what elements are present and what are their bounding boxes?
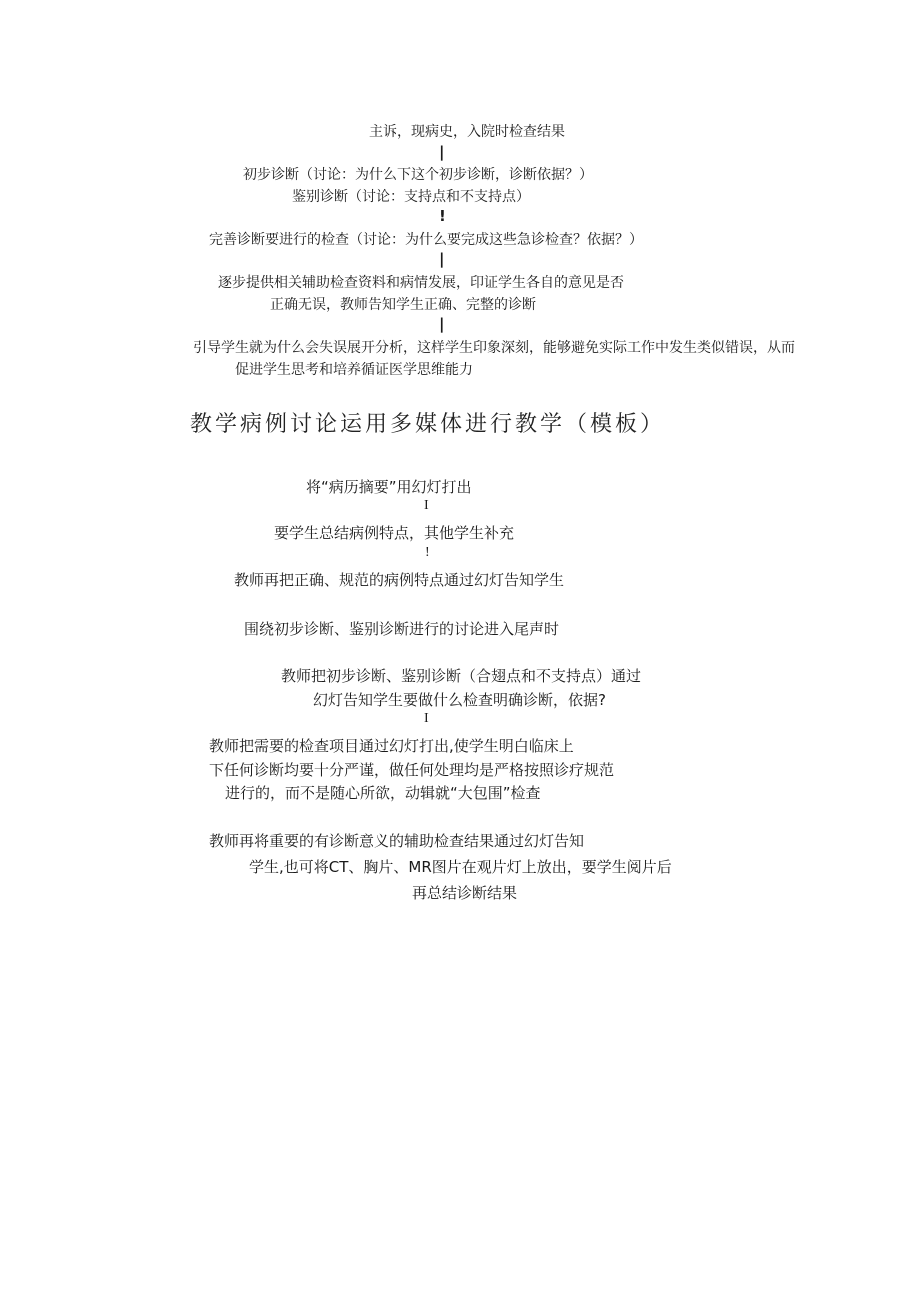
flow1-step6-line2: 促进学生思考和培养循证医学思维能力: [235, 362, 473, 378]
connector-mark: I: [424, 711, 429, 726]
connector-mark: !: [425, 545, 430, 560]
flow2-step1: 将“病历摘要”用幻灯打出: [306, 478, 472, 496]
connector-mark: I: [424, 498, 429, 513]
flow1-step6-line1: 引导学生就为什么会失误展开分析，这样学生印象深刻，能够避免实际工作中发生类似错误，从而: [193, 340, 795, 356]
flow2-step4: 围绕初步诊断、鉴别诊断进行的讨论进入尾声时: [244, 620, 560, 638]
connector-bar: |: [439, 315, 445, 333]
flow2-step7-line2: 学生,也可将CT、胸片、MR图片在观片灯上放出，要学生阅片后: [249, 858, 672, 876]
flow2-step6-line3: 进行的，而不是随心所欲，动辑就“大包围”检查: [225, 784, 541, 802]
flow2-step6-line1: 教师把需要的检查项目通过幻灯打出,使学生明白临床上: [209, 737, 574, 755]
flow2-step7-line1: 教师再将重要的有诊断意义的辅助检查结果通过幻灯告知: [209, 832, 585, 850]
connector-bar: |: [439, 143, 445, 161]
flow1-step4: 完善诊断要进行的检查（讨论：为什么要完成这些急诊检查？依据？）: [209, 232, 643, 248]
connector-excl: !: [439, 207, 446, 225]
section-title: 教学病例讨论运用多媒体进行教学（模板）: [190, 412, 666, 437]
flow2-step7-line3: 再总结诊断结果: [412, 884, 518, 902]
flow2-step3: 教师再把正确、规范的病例特点通过幻灯告知学生: [234, 571, 565, 589]
flow1-step5-line1: 逐步提供相关辅助检查资料和病情发展，印证学生各自的意见是否: [218, 275, 624, 291]
flow2-step5-line1: 教师把初步诊断、鉴别诊断（合翅点和不支持点）通过: [281, 667, 642, 685]
connector-bar: |: [439, 250, 445, 268]
flow2-step6-line2: 下任何诊断均要十分严谨，做任何处理均是严格按照诊疗规范: [209, 761, 615, 779]
flow1-step2: 初步诊断（讨论：为什么下这个初步诊断，诊断依据？）: [243, 167, 593, 183]
flow2-step5-line2: 幻灯告知学生要做什么检查明确诊断，依据?: [313, 691, 606, 709]
flow1-step5-line2: 正确无误，教师告知学生正确、完整的诊断: [270, 297, 536, 313]
flow1-step3: 鉴别诊断（讨论：支持点和不支持点）: [292, 189, 530, 205]
flow1-step1: 主诉，现病史，入院时检查结果: [369, 124, 565, 140]
flow2-step2: 要学生总结病例特点，其他学生补充: [274, 524, 515, 542]
